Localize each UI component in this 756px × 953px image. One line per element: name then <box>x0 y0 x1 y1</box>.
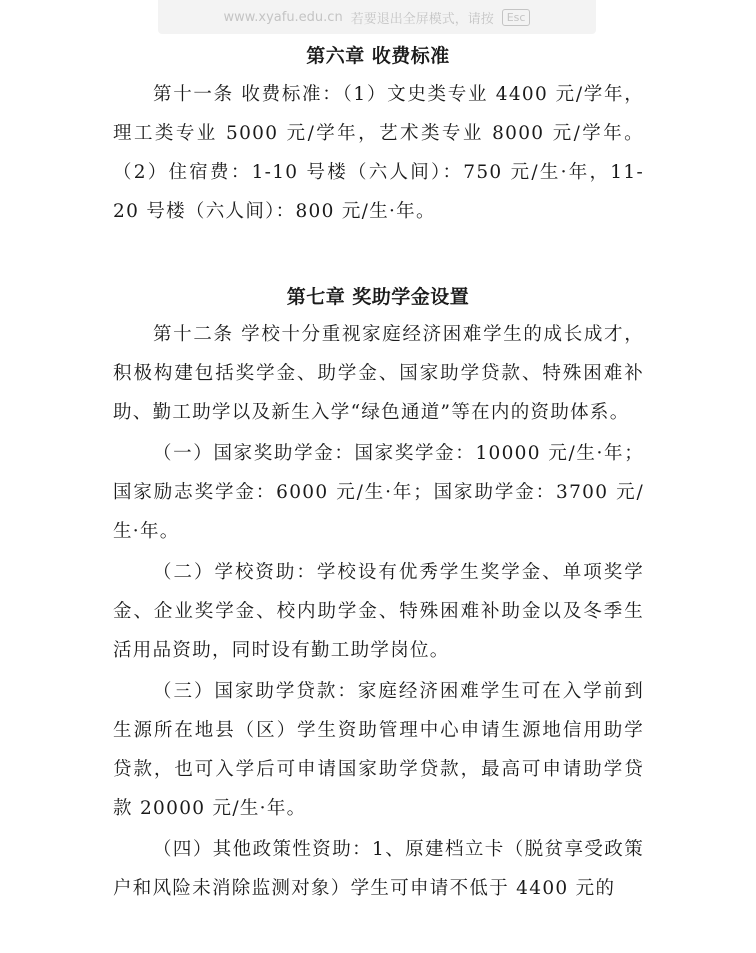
article-11-paragraph: 第十一条 收费标准：（1）文史类专业 4400 元/学年，理工类专业 5000 元/学年，艺术类专业 8000 元/学年。（2）住宿费：1-10 号楼（六人间）：750 元/生·年，11-20 号楼（六人间）：800 元/生·年。 <box>113 84 644 222</box>
fullscreen-exit-hint <box>158 0 596 34</box>
esc-key-badge: Esc <box>502 9 531 26</box>
school-aid-paragraph: （二）学校资助：学校设有优秀学生奖学金、单项奖学金、企业奖学金、校内助学金、特殊困难补助金以及冬季生活用品资助，同时设有勤工助学岗位。 <box>113 562 644 661</box>
hint-url: www.xyafu.edu.cn <box>223 9 343 25</box>
chapter-6-title: 第六章 收费标准 <box>306 45 450 67</box>
other-policy-aid-paragraph: （四）其他政策性资助：1、原建档立卡（脱贫享受政策户和风险未消除监测对象）学生可申请不低于 4400 元的 <box>113 839 644 899</box>
article-12-paragraph: 第十二条 学校十分重视家庭经济困难学生的成长成才，积极构建包括奖学金、助学金、国家助学贷款、特殊困难补助、勤工助学以及新生入学“绿色通道”等在内的资助体系。 <box>113 324 644 423</box>
chapter-7-title: 第七章 奖助学金设置 <box>286 286 470 308</box>
hint-text: 若要退出全屏模式，请按 <box>350 11 494 27</box>
national-scholarship-paragraph: （一）国家奖助学金：国家奖学金：10000 元/生·年；国家励志奖学金：6000 元/生·年；国家助学金：3700 元/生·年。 <box>113 443 644 542</box>
student-loan-paragraph: （三）国家助学贷款：家庭经济困难学生可在入学前到生源所在地县（区）学生资助管理中心申请生源地信用助学贷款，也可入学后可申请国家助学贷款，最高可申请助学贷款 20000 元/生·年。 <box>113 681 644 819</box>
